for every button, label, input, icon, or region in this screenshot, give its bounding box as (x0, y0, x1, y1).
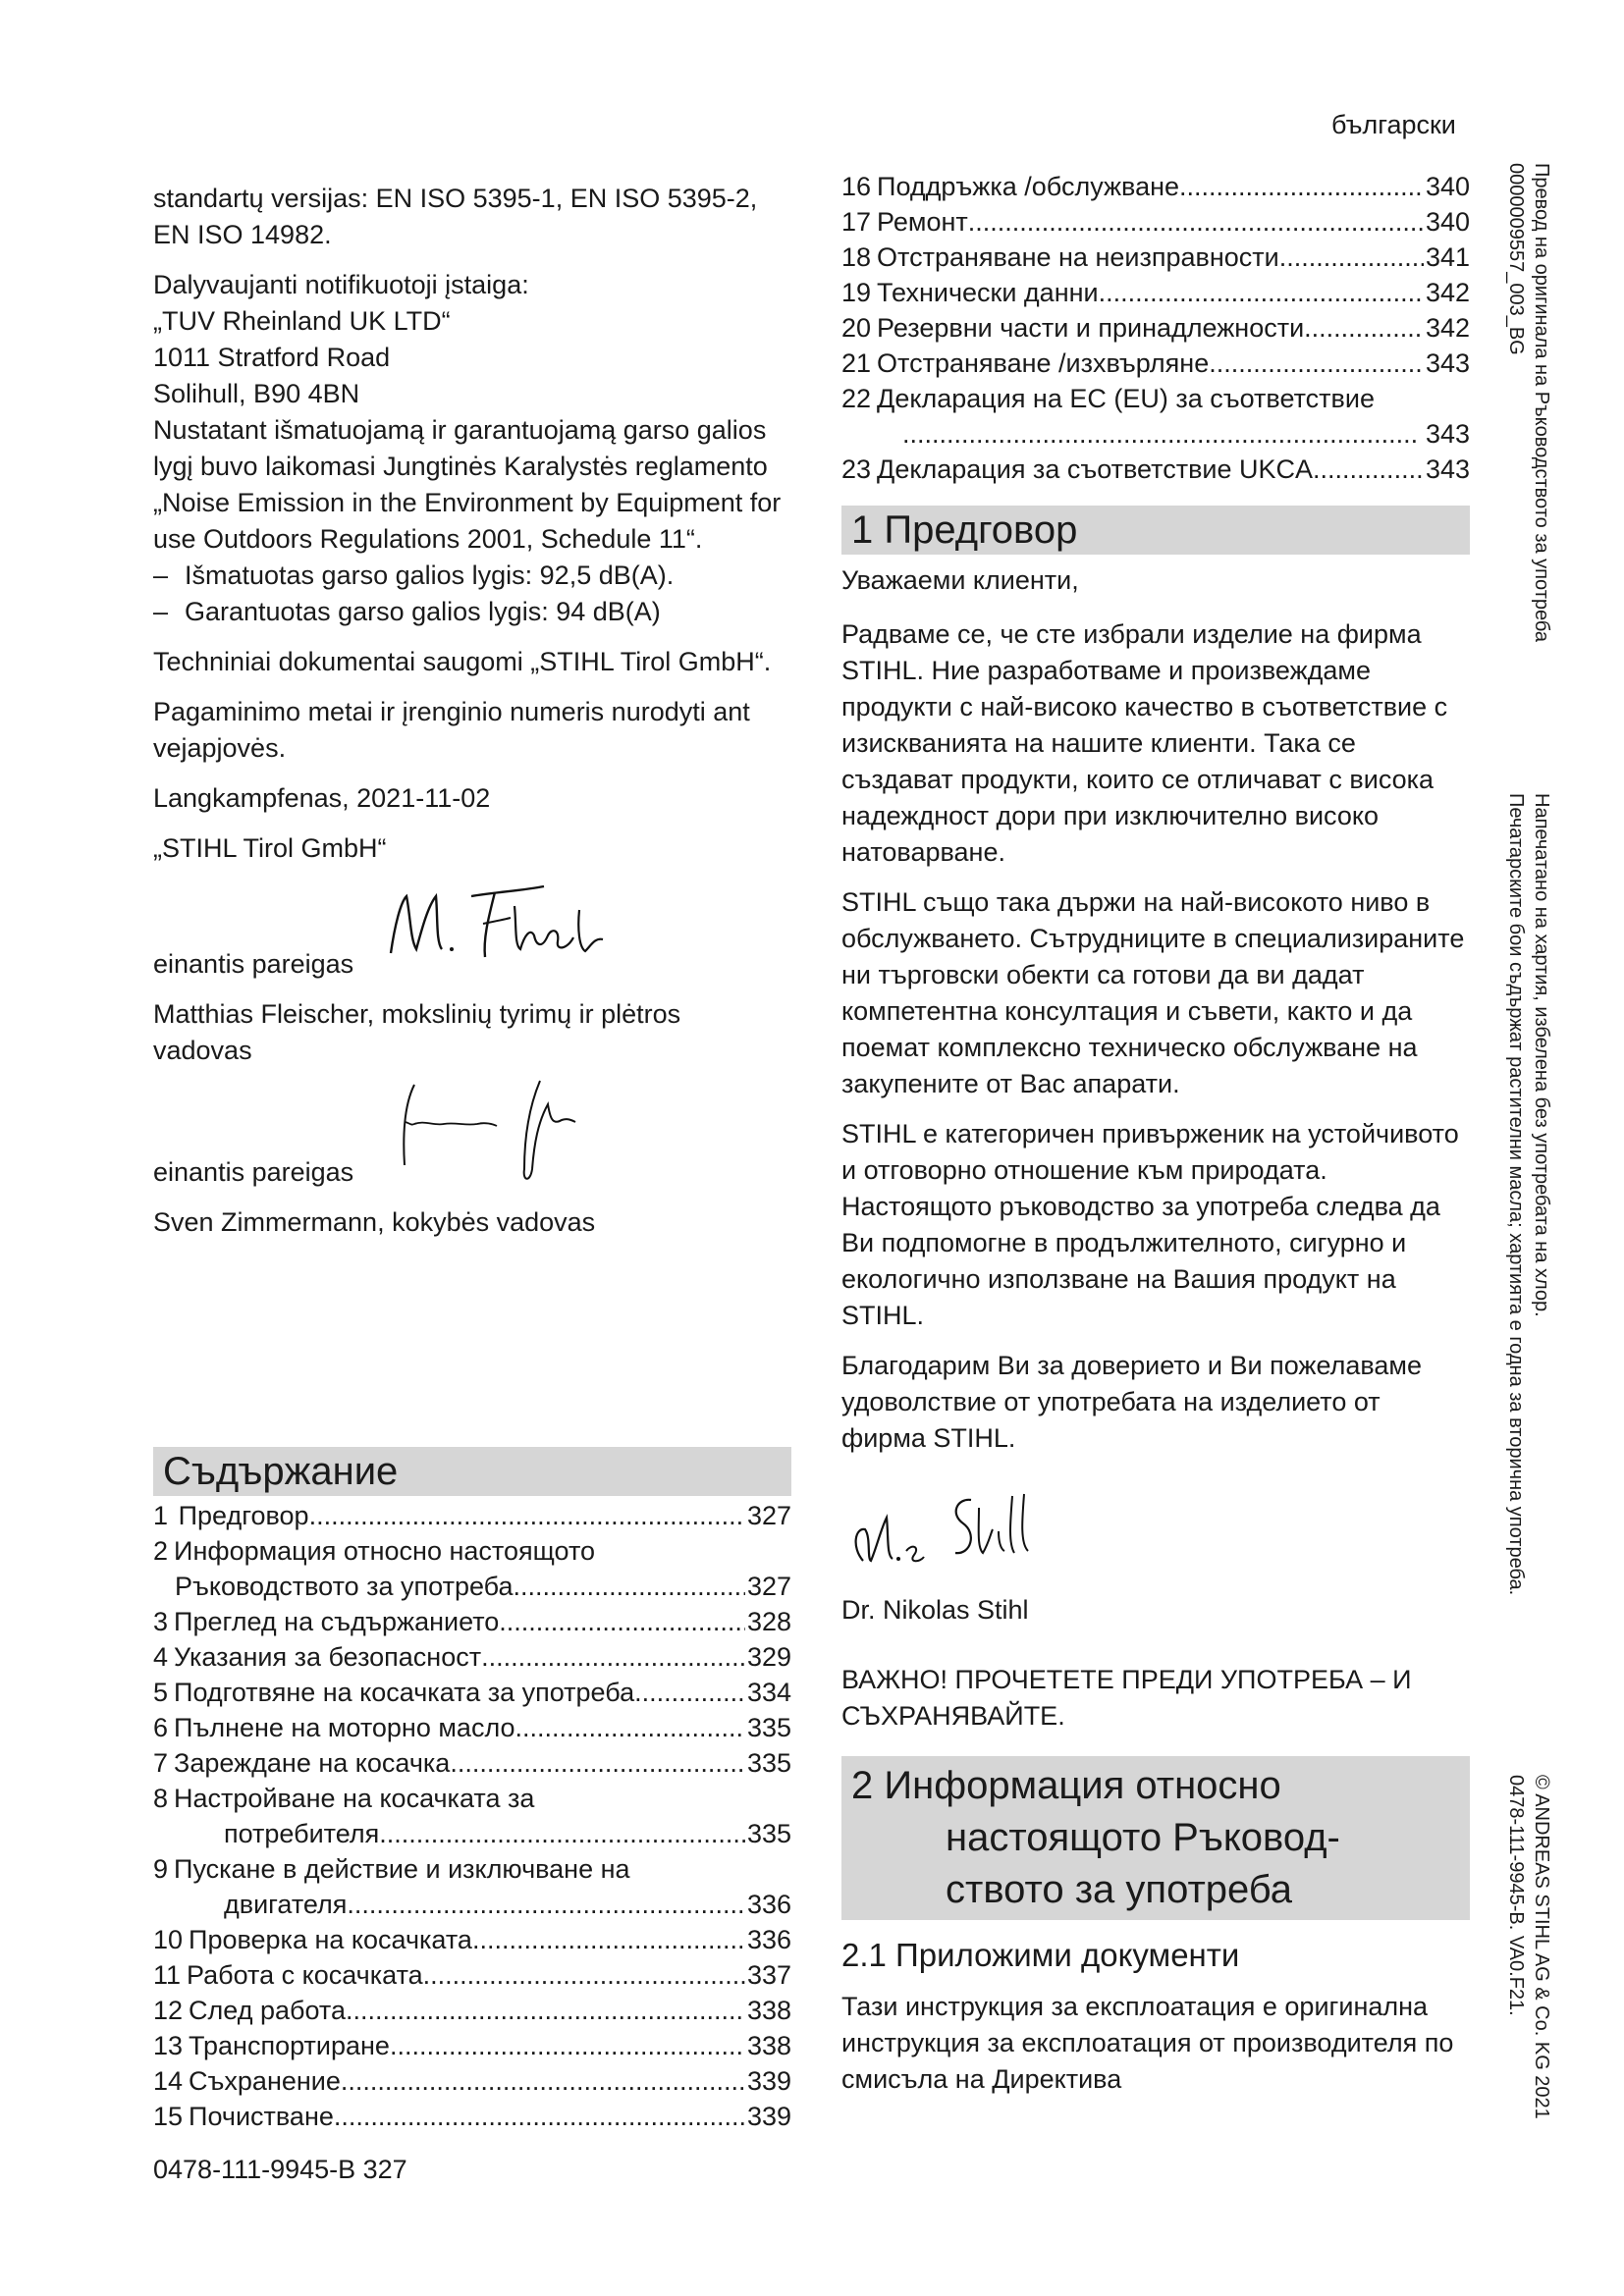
preface-greeting: Уважаеми клиенти, (841, 565, 1079, 595)
toc-num: 7 (153, 1748, 169, 1778)
toc-item[interactable] (153, 1639, 791, 1675)
language-label: български (1331, 110, 1456, 139)
place-date: Langkampfenas, 2021-11-02 (153, 783, 491, 813)
section-2-heading (841, 1756, 1470, 1920)
toc-page: 335 (746, 1713, 791, 1742)
toc-title-text: Работа с косачката (187, 1960, 423, 1990)
signature-block-1 (153, 867, 782, 983)
table-of-contents (153, 1447, 791, 2134)
toc-title-text: Настройване на косачката за (174, 1784, 535, 1813)
toc-item[interactable] (153, 1533, 791, 1569)
signature-block-2 (153, 1069, 782, 1191)
toc-num: 11 (153, 1960, 182, 1990)
side-doc-number: 0000009557_003_BG (1505, 163, 1527, 355)
toc-item[interactable] (841, 275, 1470, 310)
list-item: – Garantuotas garso galios lygis: 94 dB(A) (153, 594, 782, 630)
toc-item-cont[interactable] (153, 1569, 791, 1604)
toc-leader (514, 1569, 745, 1604)
preface-signer: Dr. Nikolas Stihl (841, 1595, 1029, 1625)
toc-title-text: потребителя (224, 1819, 380, 1848)
section-2-heading-line1: 2 Информация относно (851, 1764, 1281, 1807)
left-column (153, 181, 782, 1241)
toc-title-text: Почистване (189, 2102, 334, 2131)
toc-page: 343 (1425, 419, 1470, 449)
toc-page: 340 (1425, 172, 1470, 201)
toc-page: 336 (746, 1890, 791, 1919)
toc-num: 14 (153, 2066, 184, 2096)
list-item: – Išmatuotas garso galios lygis: 92,5 dB(A). (153, 558, 782, 594)
toc-title-text: Пълнене на моторно масло (174, 1713, 515, 1742)
toc-title-text: Проверка на косачката (189, 1925, 472, 1954)
toc-page: 327 (746, 1501, 791, 1530)
signature-fleischer (377, 867, 632, 975)
toc-num: 23 (841, 454, 872, 484)
toc-page: 343 (1425, 348, 1470, 378)
toc-leader (1279, 240, 1424, 275)
signer2-name: Sven Zimmermann, kokybės vadovas (153, 1207, 596, 1237)
notified-body-name: „TUV Rheinland UK LTD“ (153, 306, 451, 336)
toc-num: 5 (153, 1678, 169, 1707)
signer1-name: Matthias Fleischer, mokslinių tyrimų ir plėtros vadovas (153, 999, 681, 1065)
production-text: Pagaminimo metai ir įrenginio numeris nurodyti ant vejapjovės. (153, 697, 750, 763)
signature-zimmermann (375, 1075, 601, 1189)
side-printed-note: Напечатано на хартия, избелена без употребата на хлор. (1531, 793, 1552, 1317)
toc-item[interactable] (841, 169, 1470, 204)
toc-leader (1304, 310, 1424, 346)
notified-body-label: Dalyvaujanti notifikuotoji įstaiga: (153, 270, 529, 299)
toc-leader (309, 1498, 745, 1533)
side-code: 0478-111-9945-B. VA0.F21. (1505, 1775, 1527, 2016)
toc-page: 343 (1425, 454, 1470, 484)
toc-item[interactable] (153, 1675, 791, 1710)
toc-title-text: Подготвяне на косачката за употреба (174, 1678, 635, 1707)
toc-page: 342 (1425, 313, 1470, 343)
toc-title-text: Транспортиране (189, 2031, 390, 2060)
toc-leader (346, 1993, 745, 2028)
toc-item-cont[interactable] (841, 416, 1470, 452)
toc-leader (499, 1604, 745, 1639)
toc-num: 1 (153, 1501, 169, 1530)
toc-num: 16 (841, 172, 872, 201)
toc-num: 19 (841, 278, 872, 307)
toc-page: 340 (1425, 207, 1470, 237)
toc-num: 8 (153, 1784, 169, 1813)
toc-leader (379, 1816, 745, 1851)
toc-item[interactable] (153, 1745, 791, 1781)
toc-title-text: Информация относно настоящото (174, 1536, 596, 1566)
toc-title-text: Отстраняване /изхвърляне (877, 348, 1210, 378)
toc-item[interactable] (153, 1993, 791, 2028)
toc-leader (341, 2063, 745, 2099)
toc-item-cont[interactable] (153, 1887, 791, 1922)
subsection-2-1-heading: 2.1 Приложими документи (841, 1937, 1240, 1973)
toc-leader (1313, 452, 1424, 487)
toc-title-text: Декларация за съответствие UKCA (877, 454, 1314, 484)
toc-page: 336 (746, 1925, 791, 1954)
toc-page: 342 (1425, 278, 1470, 307)
toc-num: 3 (153, 1607, 169, 1636)
toc-page: 327 (746, 1572, 791, 1601)
toc-title: Съдържание (153, 1447, 791, 1496)
toc-item[interactable] (153, 1851, 791, 1887)
toc-leader (968, 204, 1424, 240)
toc-title-text: Предговор (178, 1501, 309, 1530)
toc-title-text: Пускане в действие и изключване на (174, 1854, 630, 1884)
toc-num: 9 (153, 1854, 169, 1884)
address-city: Solihull, B90 4BN (153, 379, 360, 408)
toc-item[interactable] (153, 2099, 791, 2134)
toc-title-text: Ремонт (877, 207, 968, 237)
toc-num: 22 (841, 384, 872, 413)
toc-leader (347, 1887, 745, 1922)
sound-level-list (153, 558, 782, 630)
preface-heading: 1 Предговор (841, 506, 1470, 555)
toc-title-text: Отстраняване на неизправности (877, 242, 1279, 272)
toc-leader (450, 1745, 745, 1781)
signer2-label: einantis pareigas (153, 1157, 354, 1187)
toc-item[interactable] (153, 1710, 791, 1745)
toc-item[interactable] (841, 240, 1470, 275)
toc-page: 341 (1425, 242, 1470, 272)
toc-item[interactable] (841, 310, 1470, 346)
toc-page: 335 (746, 1748, 791, 1778)
signer1-label: einantis pareigas (153, 949, 354, 979)
toc-title-text: Резервни части и принадлежности (877, 313, 1305, 343)
toc-num: 6 (153, 1713, 169, 1742)
address-street: 1011 Stratford Road (153, 343, 391, 372)
toc-title-text: Поддръжка /обслужване (877, 172, 1180, 201)
toc-num: 2 (153, 1536, 169, 1566)
toc-page: 339 (746, 2066, 791, 2096)
side-translation-note: Превод на оригинала на Ръководството за употреба (1531, 163, 1552, 642)
toc-leader (634, 1675, 745, 1710)
preface-section (841, 506, 1470, 2098)
toc-leader (515, 1710, 745, 1745)
signature-stihl (841, 1478, 1057, 1586)
toc-item[interactable] (153, 1498, 791, 1533)
company-name: „STIHL Tirol GmbH“ (153, 833, 387, 863)
toc-page: 339 (746, 2102, 791, 2131)
toc-list-part2 (841, 169, 1470, 487)
preface-paragraph-1: Радваме се, че сте избрали изделие на фирма STIHL. Ние разработваме и произвеждаме продукти с най-високо качество в съответствие с изискванията на нашите клиенти. Така се създават продукти, които се отличават с висока надеждност дори при изключително високо натоварване. (841, 619, 1448, 867)
important-notice: ВАЖНО! ПРОЧЕТЕТЕ ПРЕДИ УПОТРЕБА – И СЪХРАНЯВАЙТЕ. (841, 1665, 1412, 1731)
toc-page: 338 (746, 2031, 791, 2060)
toc-title-text: Декларация на ЕС (EU) за съответствие (877, 384, 1375, 413)
toc-page: 328 (746, 1607, 791, 1636)
toc-leader (902, 416, 1420, 452)
toc-item[interactable] (841, 204, 1470, 240)
toc-num: 18 (841, 242, 872, 272)
section-2-1-text: Тази инструкция за експлоатация е оригинална инструкция за експлоатация от производителя по смисъла на Директива (841, 1992, 1454, 2094)
preface-paragraph-2: STIHL също така държи на най-високото ниво в обслужването. Сътрудниците в специализираните ни търговски обекти са готови да ви дадат компетентна консултация и съвети, както и да поемат комплексно техническо обслужване на закупените от Вас апарати. (841, 887, 1465, 1098)
toc-page: 334 (746, 1678, 791, 1707)
toc-page: 335 (746, 1819, 791, 1848)
toc-title-text: двигателя (224, 1890, 348, 1919)
toc-item[interactable] (153, 1604, 791, 1639)
toc-leader (481, 1639, 745, 1675)
toc-item[interactable] (153, 1922, 791, 1957)
toc-list-part1 (153, 1498, 791, 2134)
toc-title-text: Указания за безопасност (174, 1642, 482, 1672)
toc-leader (1179, 169, 1424, 204)
toc-leader (472, 1922, 745, 1957)
toc-item-cont[interactable] (153, 1816, 791, 1851)
toc-title-text: Съхранение (189, 2066, 341, 2096)
toc-title-text: Ръководството за употреба (175, 1572, 514, 1601)
toc-page: 338 (746, 1996, 791, 2025)
toc-leader (423, 1957, 745, 1993)
tech-docs-text: Techniniai dokumentai saugomi „STIHL Tirol GmbH“. (153, 647, 772, 676)
toc-leader (334, 2099, 745, 2134)
side-copyright: © ANDREAS STIHL AG & Co. KG 2021 (1531, 1775, 1552, 2119)
toc-item[interactable] (153, 2063, 791, 2099)
toc-num: 21 (841, 348, 872, 378)
page-footer: 0478-111-9945-B 327 (153, 2155, 407, 2184)
toc-num: 12 (153, 1996, 184, 2025)
toc-num: 17 (841, 207, 872, 237)
toc-item[interactable] (841, 346, 1470, 381)
toc-page: 337 (746, 1960, 791, 1990)
toc-title-text: Преглед на съдържанието (174, 1607, 500, 1636)
toc-item[interactable] (153, 1957, 791, 1993)
toc-item[interactable] (153, 2028, 791, 2063)
toc-title-text: Технически данни (877, 278, 1099, 307)
toc-title-text: След работа (189, 1996, 346, 2025)
toc-num: 15 (153, 2102, 184, 2131)
toc-num: 4 (153, 1642, 169, 1672)
toc-leader (390, 2028, 745, 2063)
side-inks-note: Печатарските бои съдържат растителни масла; хартията е годна за вторична употреба. (1505, 793, 1527, 1596)
toc-leader (1099, 275, 1424, 310)
section-2-heading-line3: ството за употреба (946, 1868, 1293, 1911)
toc-title-text: Зареждане на косачка (174, 1748, 451, 1778)
toc-item[interactable] (153, 1781, 791, 1816)
toc-page: 329 (746, 1642, 791, 1672)
toc-num: 10 (153, 1925, 184, 1954)
standards-text: standartų versijas: EN ISO 5395-1, EN ISO 5395-2, EN ISO 14982. (153, 184, 758, 249)
toc-num: 20 (841, 313, 872, 343)
preface-paragraph-4: Благодарим Ви за доверието и Ви пожелаваме удоволствие от употребата на изделието от фирма STIHL. (841, 1351, 1423, 1453)
noise-regulation-text: Nustatant išmatuojamą ir garantuojamą garso galios lygį buvo laikomasi Jungtinės Karalystės reglamento „Noise Emission in the Environment by Equipment for use Outdoors Regulations 2001, Schedule 11“. (153, 415, 782, 554)
toc-item[interactable] (841, 452, 1470, 487)
toc-leader (1209, 346, 1424, 381)
preface-paragraph-3: STIHL е категоричен привърженик на устойчивото и отговорно отношение към природата. Настоящото ръководство за употреба следва да Ви подпомогне в продължителното, сигурно и екологично използване на Вашия продукт на STIHL. (841, 1119, 1459, 1330)
toc-item[interactable] (841, 381, 1470, 416)
section-2-heading-line2: настоящото Ръковод- (946, 1816, 1340, 1859)
toc-num: 13 (153, 2031, 184, 2060)
